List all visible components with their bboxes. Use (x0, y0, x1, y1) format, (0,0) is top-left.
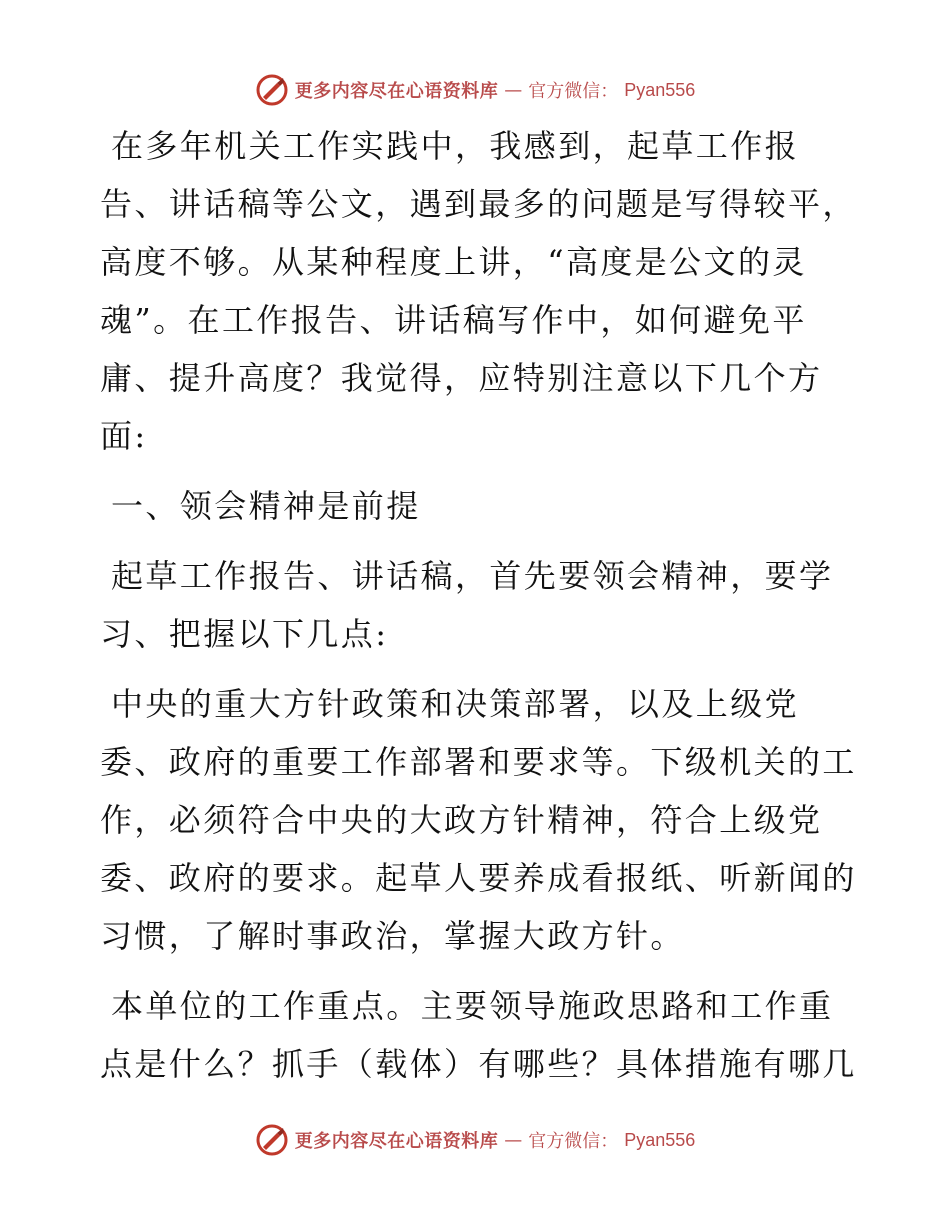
paragraph-intro: 在多年机关工作实践中，我感到，起草工作报告、讲话稿等公文，遇到最多的问题是写得较平，高度不够。从某种程度上讲，“高度是公文的灵魂”。在工作报告、讲话稿写作中，如何避免平庸、提升高度？我觉得，应特别注意以下几个方面: (100, 127, 857, 455)
quill-logo-icon (255, 1123, 289, 1157)
footer-watermark (0, 1120, 950, 1160)
paragraph-central-policy: 中央的重大方针政策和决策部署，以及上级党委、政府的重要工作部署和要求等。下级机关的工作，必须符合中央的大政方针精神，符合上级党委、政府的要求。起草人要养成看报纸、听新闻的习惯，了解时事政治，掌握大政方针。 (100, 685, 857, 955)
watermark-separator: — (504, 1129, 523, 1151)
paragraph-work-focus: 本单位的工作重点。主要领导施政思路和工作重点是什么？抓手（载体）有哪些？具体措施有哪几 (100, 987, 857, 1083)
paragraph-lead: 起草工作报告、讲话稿，首先要领会精神，要学习、把握以下几点: (100, 557, 834, 653)
header-watermark (0, 70, 950, 110)
watermark-contact-label: 官方微信： (528, 81, 619, 102)
section-heading: 一、领会精神是前提 (111, 487, 421, 525)
watermark-contact-label: 官方微信： (528, 1131, 619, 1152)
watermark-contact-id: Pyan556 (624, 79, 696, 100)
document-body (100, 117, 860, 1093)
watermark-promo-text: 更多内容尽在心语资料库 (294, 81, 499, 102)
watermark-separator: — (504, 79, 523, 101)
watermark-promo-text: 更多内容尽在心语资料库 (294, 1131, 499, 1152)
watermark-contact-id: Pyan556 (624, 1129, 696, 1150)
quill-logo-icon (255, 73, 289, 107)
